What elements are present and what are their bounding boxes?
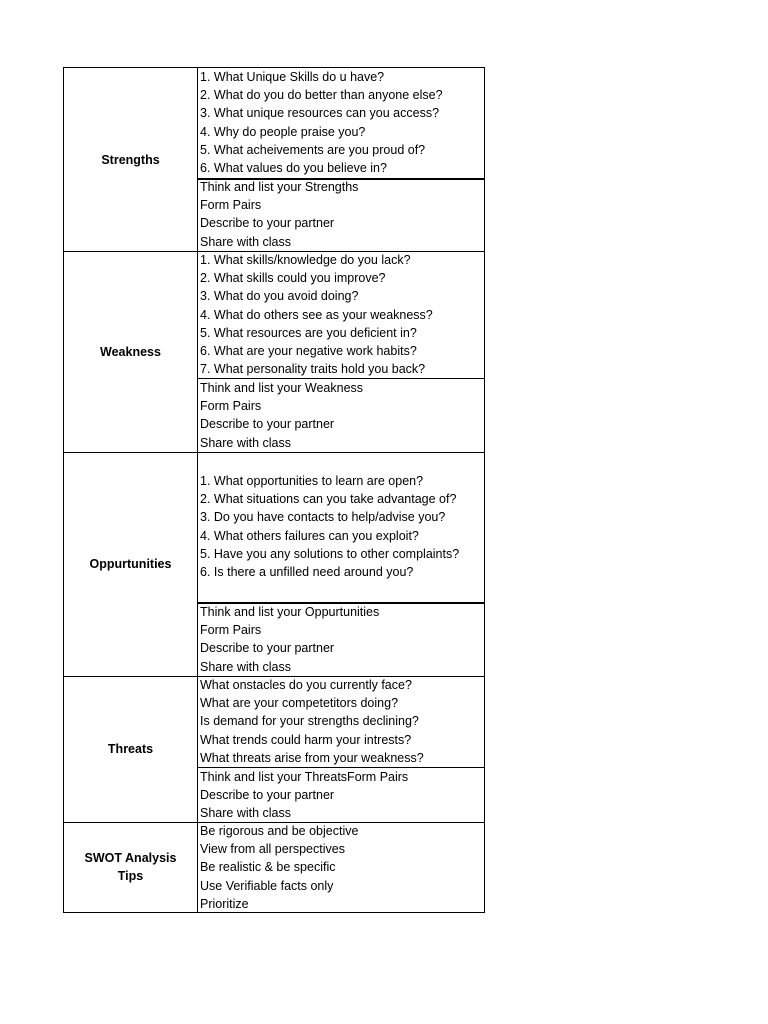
question-line: 5. What acheivements are you proud of? <box>200 142 426 157</box>
section-label-line: Oppurtunities <box>89 557 172 571</box>
question-line: 4. Why do people praise you? <box>200 124 366 139</box>
activity-line: Share with class <box>200 659 292 674</box>
activity-line: Form Pairs <box>200 399 262 414</box>
question-line: What trends could harm your intrests? <box>200 732 412 747</box>
question-line: 1. What skills/knowledge do you lack? <box>200 253 411 267</box>
threats-activities <box>198 768 484 823</box>
section-label-line: SWOT Analysis <box>84 851 177 865</box>
strengths-label <box>64 68 198 251</box>
activity-line: Share with class <box>200 234 292 249</box>
swot-table <box>63 67 485 913</box>
tips-label <box>64 822 198 912</box>
oppurtunities-section <box>64 452 484 676</box>
activity-line: Think and list your ThreatsForm Pairs <box>200 770 409 784</box>
activity-line: Describe to your partner <box>200 788 335 803</box>
question-line: 2. What situations can you take advantage of? <box>200 492 457 507</box>
weakness-activities <box>198 379 484 452</box>
oppurtunities-questions <box>198 472 484 581</box>
strengths-activities <box>198 178 484 251</box>
question-line: 6. What values do you believe in? <box>200 160 387 175</box>
activity-line: Describe to your partner <box>200 641 335 656</box>
section-label-line: Tips <box>117 869 144 883</box>
question-line: 2. What do you do better than anyone else? <box>200 88 443 103</box>
tip-line: Prioritize <box>200 896 249 911</box>
question-line: 3. What do you avoid doing? <box>200 289 359 304</box>
question-line: What are your competetitors doing? <box>200 696 399 711</box>
weakness-section <box>64 251 484 452</box>
section-label-line: Weakness <box>100 344 161 359</box>
question-line: 5. What resources are you deficient in? <box>200 325 417 340</box>
strengths-section <box>64 68 484 251</box>
tips-section <box>64 822 484 912</box>
section-label-line: Strengths <box>101 152 160 167</box>
threats-section <box>64 676 484 822</box>
question-line: 4. What others failures can you exploit? <box>200 528 419 543</box>
tip-line: Be realistic & be specific <box>200 860 336 875</box>
activity-line: Think and list your Weakness <box>200 381 364 395</box>
question-line: 1. What Unique Skills do u have? <box>200 70 385 84</box>
question-line: 1. What opportunities to learn are open? <box>200 474 424 488</box>
section-label-line: Threats <box>107 742 154 756</box>
activity-line: Think and list your Strengths <box>200 180 359 194</box>
tip-line: Use Verifiable facts only <box>200 878 334 893</box>
question-line: What threats arise from your weakness? <box>200 750 424 765</box>
question-line: 3. Do you have contacts to help/advise you? <box>200 510 446 525</box>
strengths-questions <box>198 68 484 177</box>
question-line: 4. What do others see as your weakness? <box>200 307 433 322</box>
weakness-label <box>64 251 198 452</box>
threats-questions <box>198 676 484 767</box>
tips-list <box>198 822 484 913</box>
question-line: 3. What unique resources can you access? <box>200 106 440 121</box>
activity-line: Share with class <box>200 435 292 450</box>
activity-line: Describe to your partner <box>200 417 335 432</box>
question-line: What onstacles do you currently face? <box>200 678 412 692</box>
oppurtunities-label <box>64 452 198 676</box>
question-line: 6. Is there a unfilled need around you? <box>200 564 414 579</box>
activity-line: Describe to your partner <box>200 216 335 231</box>
question-line: 7. What personality traits hold you back? <box>200 362 426 377</box>
question-line: 5. Have you any solutions to other complaints? <box>200 546 460 561</box>
tip-line: View from all perspectives <box>200 842 345 857</box>
question-line: Is demand for your strengths declining? <box>200 714 419 729</box>
tip-line: Be rigorous and be objective <box>200 824 359 838</box>
activity-line: Form Pairs <box>200 198 262 213</box>
question-line: 2. What skills could you improve? <box>200 271 386 286</box>
activity-line: Think and list your Oppurtunities <box>200 605 380 619</box>
activity-line: Form Pairs <box>200 623 262 638</box>
question-line: 6. What are your negative work habits? <box>200 343 417 358</box>
weakness-questions <box>198 251 484 378</box>
activity-line: Share with class <box>200 806 292 821</box>
oppurtunities-activities <box>198 603 484 676</box>
threats-label <box>64 676 198 822</box>
